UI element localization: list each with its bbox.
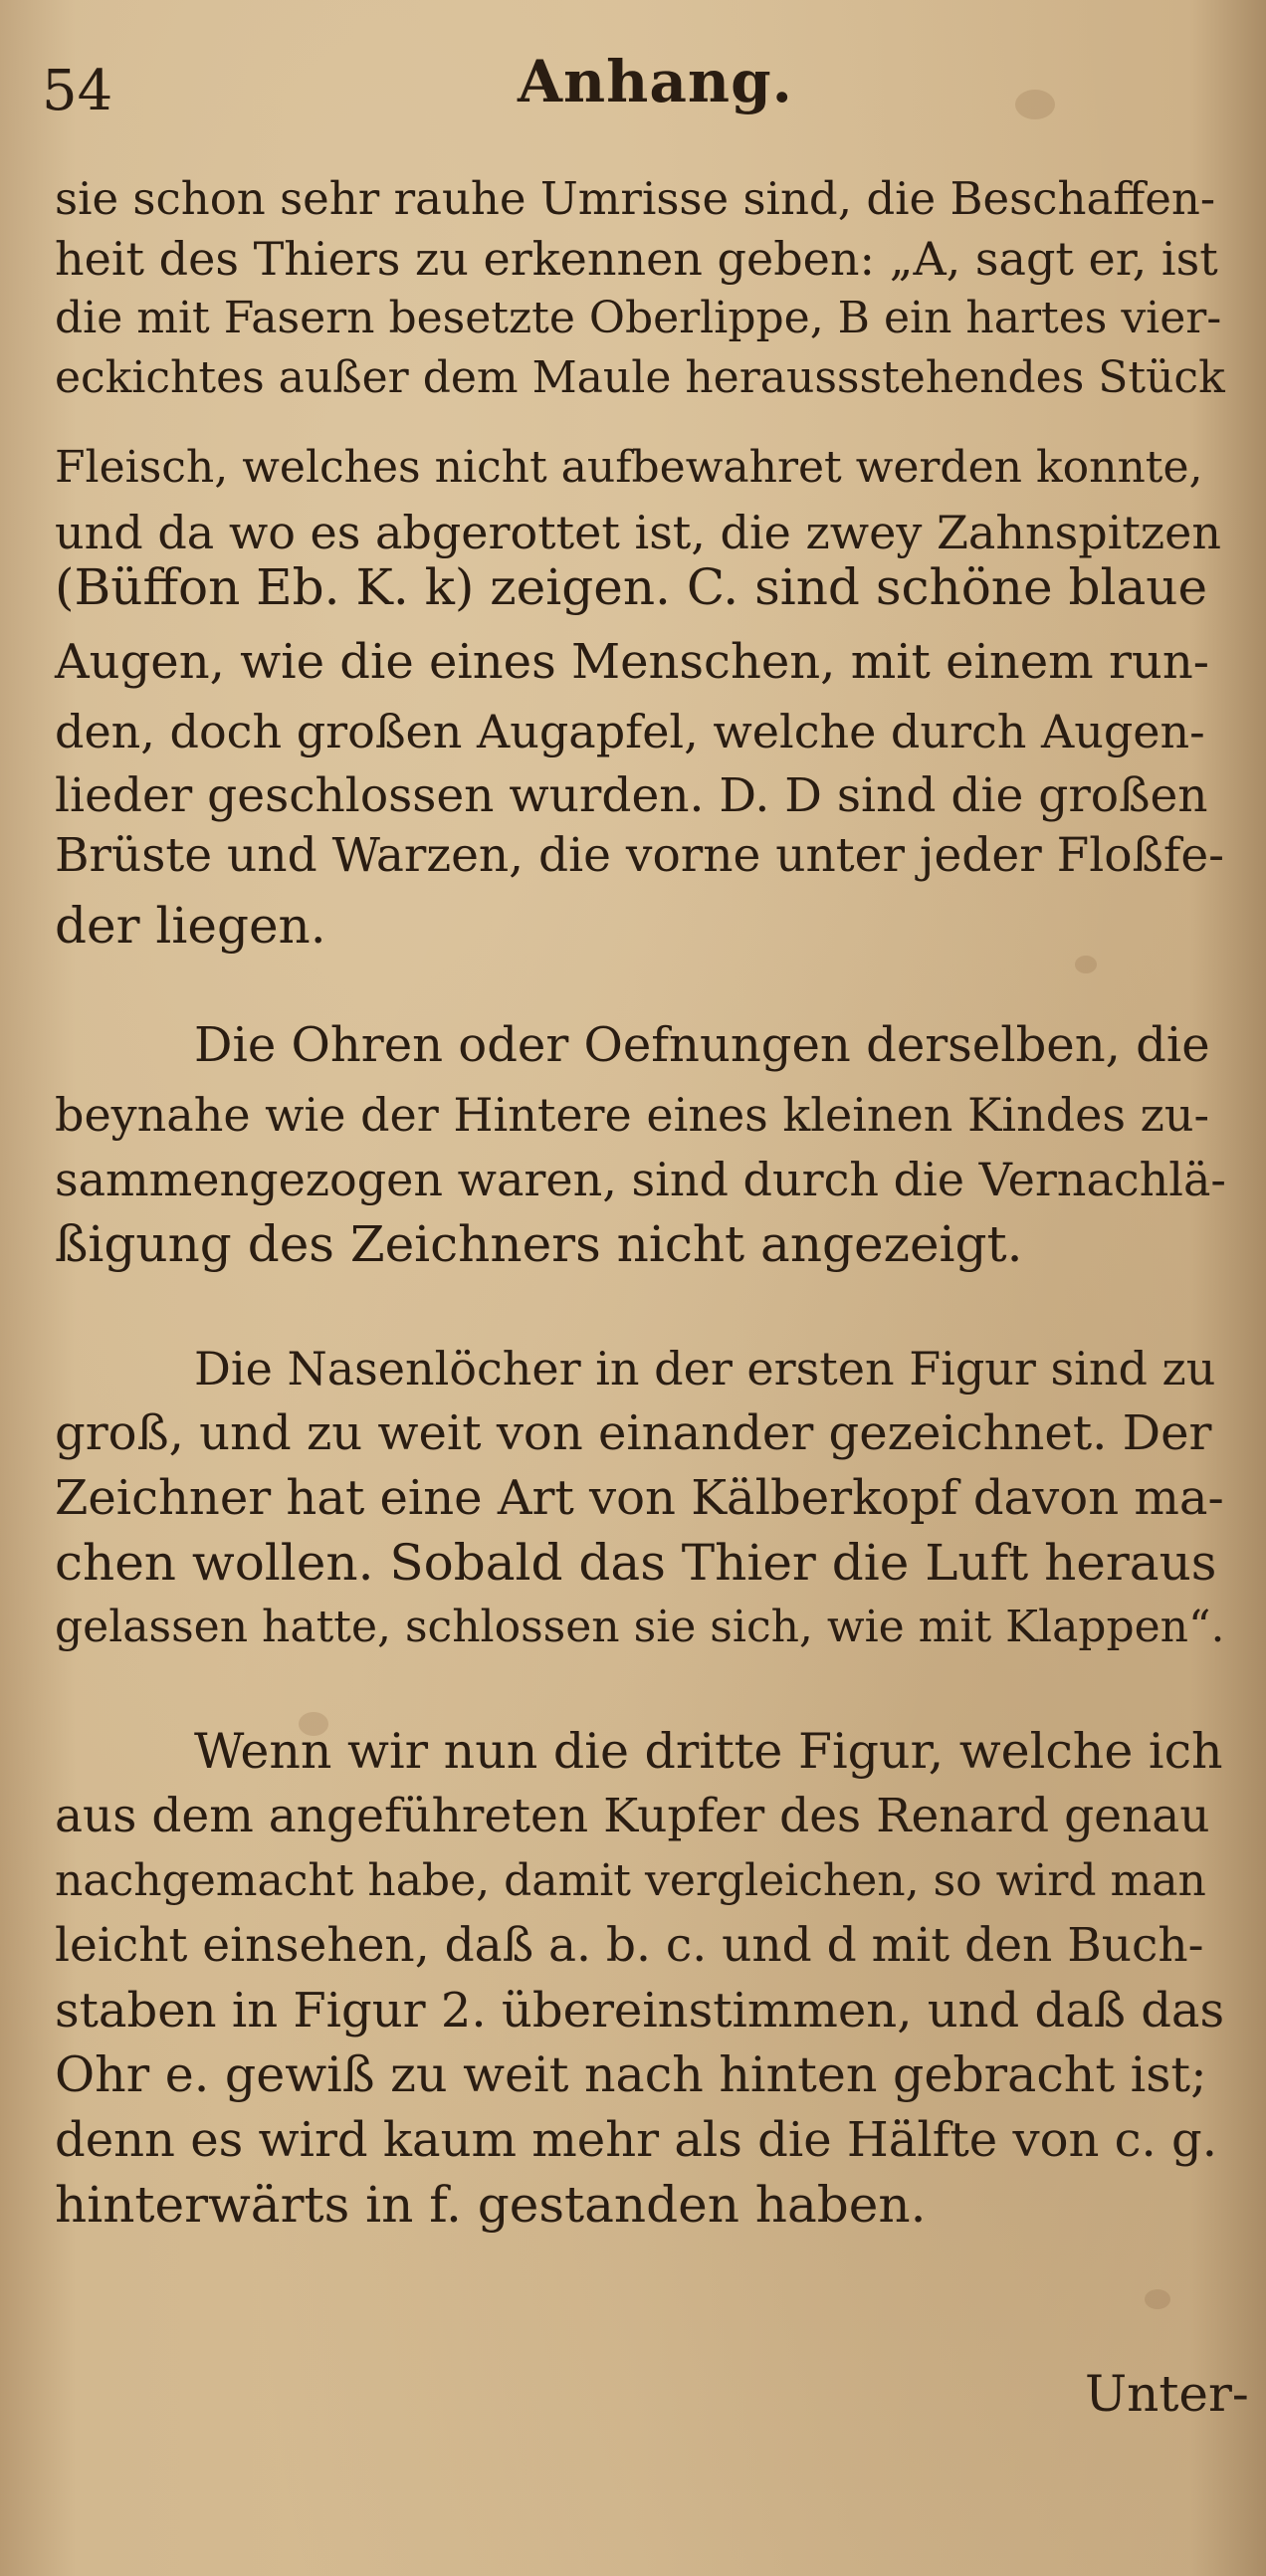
text-line: groß, und zu weit von einander gezeichnet. Der [55, 1405, 1212, 1461]
paper-stain [1075, 956, 1097, 973]
text-line: leicht einsehen, daß a. b. c. und d mit den Buch- [55, 1918, 1204, 1973]
text-line: sie schon sehr rauhe Umrisse sind, die Beschaffen- [55, 172, 1216, 225]
page-header [0, 40, 1266, 129]
catchword: Unter- [1085, 2365, 1249, 2423]
page-number: 54 [42, 59, 113, 123]
text-line: der liegen. [55, 897, 326, 955]
text-line: die mit Fasern besetzte Oberlippe, B ein hartes vier- [55, 293, 1222, 343]
text-line: eckichtes außer dem Maule heraussstehendes Stück [55, 352, 1225, 403]
paper-stain [1145, 2289, 1170, 2309]
text-line: Fleisch, welches nicht aufbewahret werden konnte, [55, 442, 1203, 493]
text-line: beynahe wie der Hintere eines kleinen Kindes zu- [55, 1088, 1210, 1142]
text-line: hinterwärts in f. gestanden haben. [55, 2176, 927, 2234]
text-line: heit des Thiers zu erkennen geben: „A, sagt er, ist [55, 232, 1218, 286]
text-line: gelassen hatte, schlossen sie sich, wie mit Klappen“. [55, 1602, 1225, 1652]
text-line: Zeichner hat eine Art von Kälberkopf davon ma- [55, 1470, 1224, 1526]
text-line: Augen, wie die eines Menschen, mit einem run- [55, 634, 1209, 690]
text-line: staben in Figur 2. übereinstimmen, und daß das [55, 1983, 1225, 2039]
text-line: nachgemacht habe, damit vergleichen, so wird man [55, 1855, 1206, 1906]
text-line: aus dem angeführeten Kupfer des Renard genau [55, 1789, 1210, 1843]
text-line: lieder geschlossen wurden. D. D sind die großen [55, 768, 1208, 823]
text-line: sammengezogen waren, sind durch die Vernachlä- [55, 1153, 1226, 1206]
running-head: Anhang. [518, 48, 793, 115]
text-line: und da wo es abgerottet ist, die zwey Zahnspitzen [55, 506, 1221, 559]
text-line: Die Ohren oder Oefnungen derselben, die [194, 1017, 1210, 1073]
text-line: Brüste und Warzen, die vorne unter jeder Floßfe- [55, 828, 1225, 883]
text-line: Ohr e. gewiß zu weit nach hinten gebracht ist; [55, 2046, 1207, 2103]
text-line: chen wollen. Sobald das Thier die Luft heraus [55, 1534, 1217, 1592]
text-line: (Büffon Eb. K. k) zeigen. C. sind schöne blaue [55, 558, 1208, 616]
text-line: Wenn wir nun die dritte Figur, welche ich [194, 1723, 1223, 1780]
text-line: Die Nasenlöcher in der ersten Figur sind zu [194, 1342, 1216, 1395]
text-line: denn es wird kaum mehr als die Hälfte von c. g. [55, 2112, 1218, 2168]
text-line: ßigung des Zeichners nicht angezeigt. [55, 1215, 1023, 1273]
text-line: den, doch großen Augapfel, welche durch Augen- [55, 705, 1205, 758]
